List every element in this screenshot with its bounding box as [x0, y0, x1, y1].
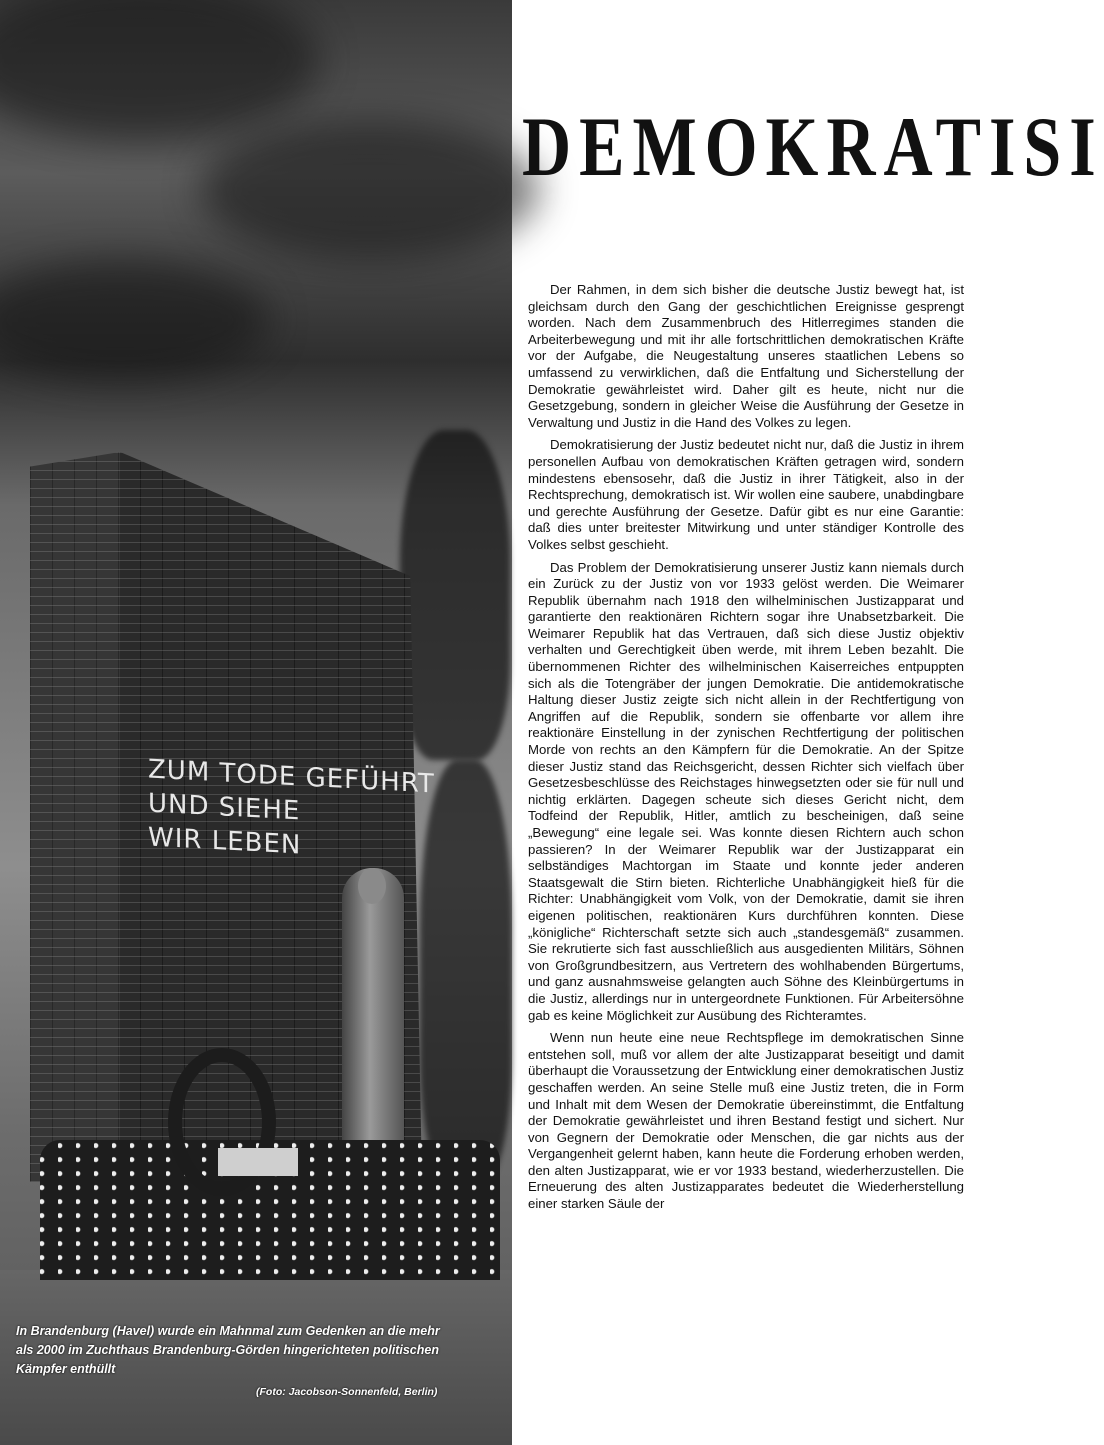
- sky-cloud: [200, 120, 540, 260]
- statue: [342, 868, 404, 1168]
- tree-silhouette: [400, 430, 510, 760]
- article-paragraph: Der Rahmen, in dem sich bisher die deutsche Justiz bewegt hat, ist gleichsam durch den Gang der geschichtlichen Ereignisse gesprengt worden. Nach dem Zusammenbruch des Hitlerregimes standen die Arbeiterbewegung und mit ihr alle fortschrittlichen demokratischen Kräfte vor der Aufgabe, die Neugestaltung unseres staatlichen Lebens so umfassend zu verwirklichen, daß die Entfaltung und Sicherstellung der Demokratie gewährleistet wird. Daher gilt es heute, nicht nur die Gesetzgebung, sondern in gleicher Weise die Ausführung der Gesetze in Verwaltung und Justiz in die Hand des Volkes zu legen.: [528, 282, 964, 430]
- inscription-line: WIR LEBEN: [148, 822, 302, 861]
- memorial-tower-side: [30, 452, 120, 1182]
- page-title: DEMOKRATISI: [522, 98, 1104, 194]
- article-body: [528, 282, 964, 1219]
- statue-head: [358, 868, 386, 904]
- sky-cloud: [0, 260, 270, 380]
- photo-caption: In Brandenburg (Havel) wurde ein Mahnmal zum Gedenken an die mehr als 2000 im Zuchthaus Brandenburg-Görden hingerichteten politischen Kämpfer enthüllt: [16, 1324, 440, 1376]
- inscription-line: UND SIEHE: [148, 788, 301, 827]
- inscription-line: ZUM TODE GEFÜHRT: [148, 754, 435, 800]
- sky-cloud: [0, 0, 320, 140]
- article-paragraph: Das Problem der Demokratisierung unserer Justiz kann niemals durch ein Zurück zu der Justiz von vor 1933 gelöst werden. Die Weimarer Republik übernahm nach 1918 den wilhelminischen Justizapparat und garantierte den reaktionären Richtern sogar ihre Unabsetzbarkeit. Die Weimarer Republik hat das Vertrauen, daß sich diese Justiz objektiv verhalten und Gerechtigkeit üben werde, mit ihrem Leben bezahlt. Die übernommenen Richter des wilhelminischen Kaiserreiches entpuppten sich als die Totengräber der jungen Demokratie. Die antidemokratische Haltung dieser Justiz zeigte sich nicht allein in der Rechtfertigung von Angriffen auf die Republik, sondern sie offenbarte vor allem ihre reaktionäre Einstellung in der zynischen Rechtfertigung der politischen Morde von rechts an den Kämpfern für die Demokratie. An der Spitze dieser Justiz stand das Reichsgericht, dessen Richter sich vielfach über Gesetzesbeschlüsse des Reichstages hinwegsetzten oder sie für null und nichtig erklärten. Dagegen scheute sich dieses Gericht nicht, dem Todfeind der Republik, Hitler, amtlich zu bescheinigen, daß seine „Bewegung“ eine legale sei. Was konnte diesen Richtern auch schon passieren? In der Weimarer Republik war der Justizapparat ein selbständiges Machtorgan im Staate und konnte jeder anderen Staatsgewalt die Stirn bieten. Richterliche Unabhängigkeit hieß für die Richter: Unabhängigkeit vom Volk, von der Demokratie, damit sie ihren eigenen politischen, reaktionären Kurs durchführen konnten. Diese „königliche“ Richterschaft setzte sich auch „standesgemäß“ zusammen. Sie rekrutierte sich fast ausschließlich aus ausgedienten Militärs, Söhnen von Großgrundbesitzern, aus Vertretern des wohlhabenden Bürgertums, und ganz ausnahmsweise gelangten auch Söhne des Kleinbürgertums in die Justiz, allerdings nur in untergeordnete Funktionen. Für Arbeitersöhne gab es keine Möglichkeit zur Ausübung des Richteramtes.: [528, 559, 964, 1023]
- memorial-inscription: [148, 752, 435, 869]
- memorial-photo: [0, 0, 512, 1445]
- article-paragraph: Wenn nun heute eine neue Rechtspflege im demokratischen Sinne entstehen soll, muß vor allem der alte Justizapparat beseitigt und damit überhaupt die Voraussetzung der Entwicklung einer demokratischen Justiz geschaffen werden. An seine Stelle muß eine Justiz treten, die in Form und Inhalt mit dem Wesen der Demokratie übereinstimmt, die Entfaltung der Demokratie gewährleistet und ihren Bestand festigt und sichert. Nur von Gegnern der Demokratie oder Menschen, die gar nichts aus der Vergangenheit gelernt haben, kann heute die Forderung erhoben werden, den alten Justizapparat, wie er vor 1933 bestand, wiederherzustellen. Die Erneuerung des alten Justizapparates bedeutet die Wiederherstellung einer starken Säule der: [528, 1030, 964, 1212]
- photo-credit: (Foto: Jacobson-Sonnenfeld, Berlin): [256, 1386, 438, 1398]
- plaque: [218, 1148, 298, 1176]
- article-paragraph: Demokratisierung der Justiz bedeutet nicht nur, daß die Justiz in ihrem personellen Aufbau von demokratischen Kräften getragen wird, sondern mindestens ebensosehr, daß die Justiz in ihrer Tätigkeit, also in der Rechtsprechung, demokratisch ist. Wir wollen eine saubere, unabdingbare und gerechte Ausführung der Gesetze. Dafür gibt es nur eine Garantie: daß dies unter breitester Mitwirkung und unter ständiger Kontrolle des Volkes selbst geschieht.: [528, 437, 964, 552]
